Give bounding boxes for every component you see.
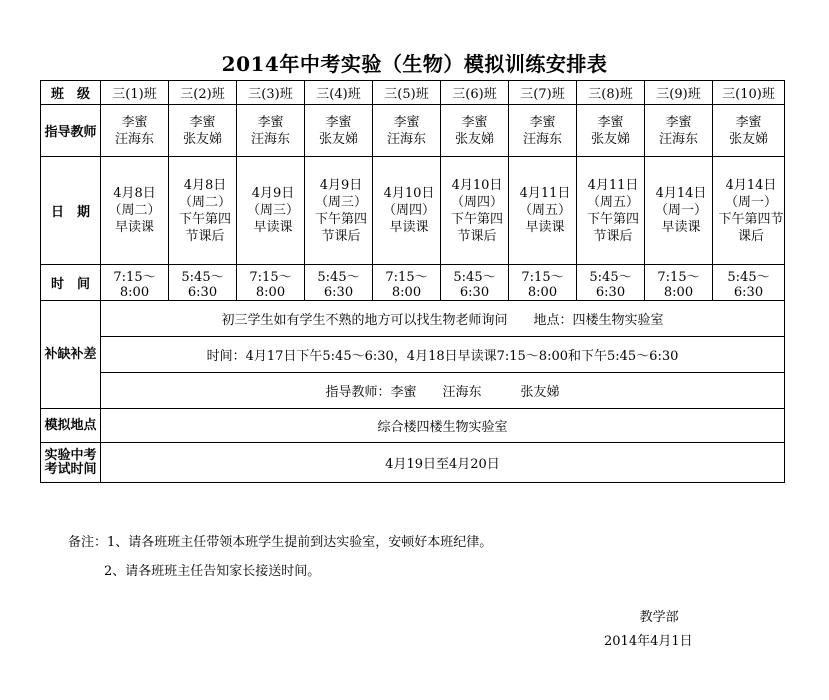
schedule-table [40,80,785,483]
date-cell: 4月11日 （周五） 早读课 [509,157,577,265]
date-cell: 4月8日 （周二） 下午第四 节课后 [169,157,237,265]
class-name-cell: 三(2)班 [169,81,237,105]
date-cell: 4月8日 （周二） 早读课 [101,157,169,265]
class-name-cell: 三(4)班 [305,81,373,105]
date-cell: 4月14日 （周一） 下午第四节 课后 [713,157,785,265]
teacher-cell: 李蜜 张友娣 [441,105,509,157]
date-row [41,157,785,265]
time-cell: 7:15～8:00 [101,265,169,301]
class-row [41,81,785,105]
teacher-row [41,105,785,157]
location-row [41,409,785,443]
time-cell: 5:45～6:30 [713,265,785,301]
makeup-row [41,373,785,409]
class-name-cell: 三(9)班 [645,81,713,105]
signature-date: 2014年4月1日 [604,634,693,649]
time-cell: 7:15～8:00 [373,265,441,301]
class-name-cell: 三(7)班 [509,81,577,105]
makeup-row [41,337,785,373]
makeup-row [41,301,785,337]
date-cell: 4月14日 （周一） 早读课 [645,157,713,265]
makeup-line-3: 指导教师：李蜜 汪海东 张友娣 [101,373,785,409]
time-cell: 5:45～6:30 [577,265,645,301]
time-cell: 7:15～8:00 [509,265,577,301]
date-cell: 4月10日 （周四） 下午第四 节课后 [441,157,509,265]
class-name-cell: 三(3)班 [237,81,305,105]
exam-time-header [41,443,101,483]
signature [604,606,693,654]
exam-time-row [41,443,785,483]
class-name-cell: 三(1)班 [101,81,169,105]
class-name-cell: 三(8)班 [577,81,645,105]
note-1: 备注：1、请各班班主任带领本班学生提前到达实验室，安顿好本班纪律。 [68,535,493,550]
date-cell: 4月9日 （周三） 早读课 [237,157,305,265]
note-2: 2、请各班班主任告知家长接送时间。 [104,564,321,579]
date-header: 日 期 [41,157,101,265]
teacher-cell: 李蜜 汪海东 [645,105,713,157]
signature-dept: 教学部 [639,610,679,625]
exam-time-value: 4月19日至4月20日 [101,443,785,483]
makeup-line-2: 时间：4月17日下午5:45～6:30，4月18日早读课7:15～8:00和下午5:45～6:30 [101,337,785,373]
time-cell: 5:45～6:30 [305,265,373,301]
time-row [41,265,785,301]
teacher-cell: 李蜜 汪海东 [237,105,305,157]
class-name-cell: 三(5)班 [373,81,441,105]
teacher-cell: 李蜜 汪海东 [373,105,441,157]
date-cell: 4月10日 （周四） 早读课 [373,157,441,265]
location-header: 模拟地点 [41,409,101,443]
class-name-cell: 三(6)班 [441,81,509,105]
teacher-cell: 李蜜 张友娣 [305,105,373,157]
date-cell: 4月9日 （周三） 下午第四 节课后 [305,157,373,265]
class-name-cell: 三(10)班 [713,81,785,105]
time-cell: 7:15～8:00 [237,265,305,301]
makeup-header: 补缺补差 [41,301,101,409]
location-value: 综合楼四楼生物实验室 [101,409,785,443]
makeup-line-1: 初三学生如有学生不熟的地方可以找生物老师询问 地点：四楼生物实验室 [101,301,785,337]
teacher-cell: 李蜜 张友娣 [577,105,645,157]
date-cell: 4月11日 （周五） 下午第四 节课后 [577,157,645,265]
notes [68,528,492,586]
teacher-cell: 李蜜 张友娣 [713,105,785,157]
time-cell: 5:45～6:30 [441,265,509,301]
class-header: 班 级 [41,81,101,105]
exam-time-header-text: 实验中考考试时间 [44,447,97,477]
teacher-header: 指导教师 [41,105,101,157]
teacher-cell: 李蜜 张友娣 [169,105,237,157]
page-title: 2014年中考实验（生物）模拟训练安排表 [221,52,608,76]
teacher-cell: 李蜜 汪海东 [101,105,169,157]
time-cell: 5:45～6:30 [169,265,237,301]
time-header: 时 间 [41,265,101,301]
time-cell: 7:15～8:00 [645,265,713,301]
teacher-cell: 李蜜 汪海东 [509,105,577,157]
